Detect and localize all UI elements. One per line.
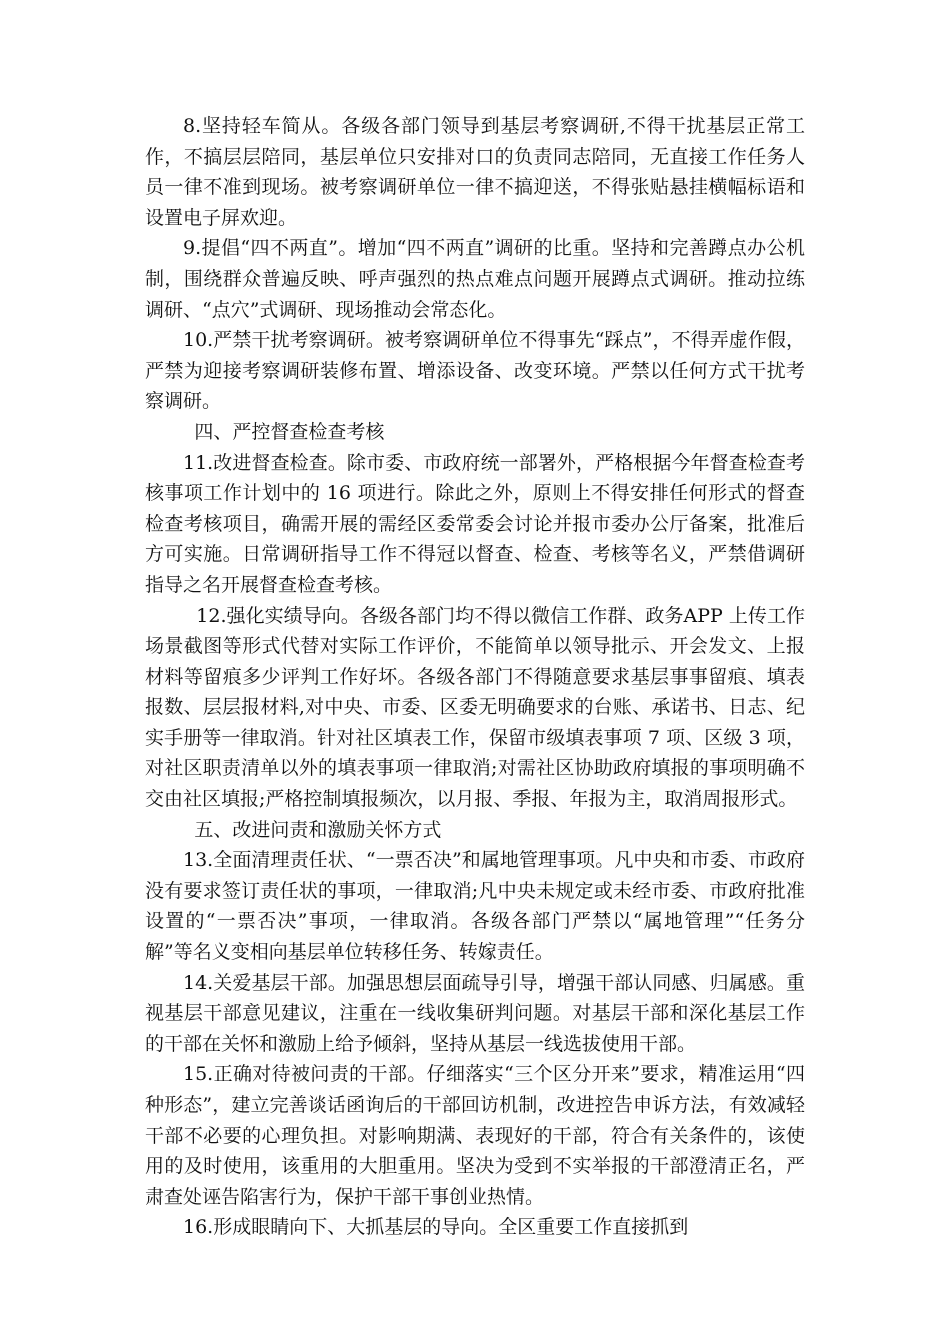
- paragraph-item-9: 9.提倡“四不两直”。增加“四不两直”调研的比重。坚持和完善蹲点办公机制，围绕群众普遍反映、呼声强烈的热点难点问题开展蹲点式调研。推动拉练调研、“点穴”式调研、现场推动会常态化。: [145, 237, 805, 321]
- paragraph-item-16: 16.形成眼睛向下、大抓基层的导向。全区重要工作直接抓到: [183, 1216, 689, 1239]
- document-page: [145, 111, 805, 1243]
- paragraph-item-15: 15.正确对待被问责的干部。仔细落实“三个区分开来”要求，精准运用“四种形态”，建立完善谈话函询后的干部回访机制，改进控告申诉方法，有效减轻干部不必要的心理负担。对影响期满、表现好的干部，符合有关条件的，该使用的及时使用，该重用的大胆重用。坚决为受到不实举报的干部澄清正名，严肃查处诬告陷害行为，保护干部干事创业热情。: [145, 1063, 805, 1208]
- section-heading-5: 五、改进问责和激励关怀方式: [194, 818, 442, 841]
- paragraph-item-8: 8.坚持轻车简从。各级各部门领导到基层考察调研,不得干扰基层正常工作，不搞层层陪同，基层单位只安排对口的负责同志陪同，无直接工作任务人员一律不准到现场。被考察调研单位一律不搞迎送，不得张贴悬挂横幅标语和设置电子屏欢迎。: [145, 115, 805, 229]
- paragraph-item-14: 14.关爱基层干部。加强思想层面疏导引导，增强干部认同感、归属感。重视基层干部意见建议，注重在一线收集研判问题。对基层干部和深化基层工作的干部在关怀和激励上给予倾斜，坚持从基层一线选拔使用干部。: [145, 971, 805, 1055]
- section-heading-4: 四、严控督查检查考核: [194, 420, 385, 443]
- paragraph-item-11: 11.改进督查检查。除市委、市政府统一部署外，严格根据今年督查检查考核事项工作计划中的 16 项进行。除此之外，原则上不得安排任何形式的督查检查考核项目，确需开展的需经区委常委会讨论并报市委办公厅备案，批准后方可实施。日常调研指导工作不得冠以督查、检查、考核等名义，严禁借调研指导之名开展督查检查考核。: [145, 451, 805, 596]
- paragraph-item-12: 12.强化实绩导向。各级各部门均不得以微信工作群、政务APP 上传工作场景截图等形式代替对实际工作评价，不能简单以领导批示、开会发文、上报材料等留痕多少评判工作好坏。各级各部门不得随意要求基层事事留痕、填表报数、层层报材料,对中央、市委、区委无明确要求的台账、承诺书、日志、纪实手册等一律取消。针对社区填表工作，保留市级填表事项 7 项、区级 3 项，对社区职责清单以外的填表事项一律取消;对需社区协助政府填报的事项明确不交由社区填报;严格控制填报频次，以月报、季报、年报为主，取消周报形式。: [145, 604, 805, 811]
- paragraph-item-10: 10.严禁干扰考察调研。被考察调研单位不得事先“踩点”，不得弄虚作假，严禁为迎接考察调研装修布置、增添设备、改变环境。严禁以任何方式干扰考察调研。: [145, 329, 805, 413]
- paragraph-item-13: 13.全面清理责任状、“一票否决”和属地管理事项。凡中央和市委、市政府没有要求签订责任状的事项，一律取消;凡中央未规定或未经市委、市政府批准设置的“一票否决”事项，一律取消。各级各部门严禁以“属地管理”“任务分解”等名义变相向基层单位转移任务、转嫁责任。: [145, 849, 805, 964]
